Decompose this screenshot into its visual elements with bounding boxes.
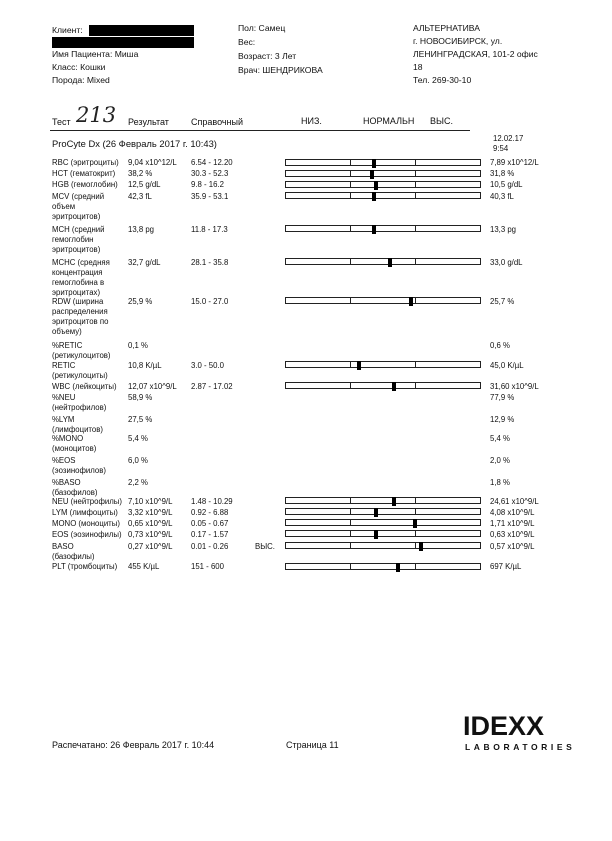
range-high-divider [415, 564, 416, 569]
test-name: (базофилов) [52, 488, 98, 497]
reference-range: 15.0 - 27.0 [191, 297, 229, 306]
prev-date: 12.02.17 [493, 134, 524, 143]
previous-value: 77,9 % [490, 393, 515, 402]
range-high-divider [415, 193, 416, 198]
test-name: NEU (нейтрофилы) [52, 497, 122, 506]
test-name: гемоглобина в [52, 278, 105, 287]
range-low-divider [350, 498, 351, 503]
reference-range: 35.9 - 53.1 [191, 192, 229, 201]
range-high-divider [415, 182, 416, 187]
test-name: (нейтрофилов) [52, 403, 107, 412]
range-bar [285, 519, 481, 526]
range-high-divider [415, 383, 416, 388]
test-name: %EOS [52, 456, 76, 465]
range-high-divider [415, 362, 416, 367]
test-name: гемоглобин [52, 235, 94, 244]
test-name: RETIC [52, 361, 76, 370]
test-name: %LYM [52, 415, 75, 424]
test-name: (ретикулоцитов) [52, 351, 111, 360]
result-marker [374, 530, 378, 539]
doctor-name: Врач: ШЕНДРИКОВА [238, 65, 323, 75]
test-name: концентрация [52, 268, 103, 277]
range-bar [285, 530, 481, 537]
reference-range: 28.1 - 35.8 [191, 258, 229, 267]
patient-weight: Вес: [238, 37, 256, 47]
patient-class: Класс: Кошки [52, 62, 106, 72]
reference-range: 1.48 - 10.29 [191, 497, 233, 506]
col-result: Результат [128, 117, 169, 127]
result-value: 5,4 % [128, 434, 148, 443]
test-name: HGB (гемоглобин) [52, 180, 118, 189]
range-bar [285, 297, 481, 304]
range-bar [285, 192, 481, 199]
reference-range: 0.05 - 0.67 [191, 519, 229, 528]
result-value: 0,73 x10^9/L [128, 530, 173, 539]
test-name: распределения [52, 307, 108, 316]
range-low-divider [350, 182, 351, 187]
patient-sex: Пол: Самец [238, 23, 286, 33]
reference-range: 11.8 - 17.3 [191, 225, 228, 234]
range-bar [285, 508, 481, 515]
result-value: 2,2 % [128, 478, 148, 487]
previous-value: 45,0 K/µL [490, 361, 524, 370]
range-bar [285, 258, 481, 265]
previous-value: 697 K/µL [490, 562, 522, 571]
result-marker [372, 159, 376, 168]
range-bar [285, 225, 481, 232]
handwritten-number: 213 [76, 103, 117, 127]
result-marker [370, 170, 374, 179]
col-low: НИЗ. [301, 116, 322, 126]
test-name: (моноцитов) [52, 444, 97, 453]
result-marker [388, 258, 392, 267]
result-marker [374, 181, 378, 190]
range-bar [285, 170, 481, 177]
previous-value: 33,0 g/dL [490, 258, 523, 267]
result-value: 10,8 K/µL [128, 361, 162, 370]
test-name: MCH (средний [52, 225, 105, 234]
range-bar [285, 181, 481, 188]
page-number: Страница 11 [286, 740, 339, 750]
reference-range: 3.0 - 50.0 [191, 361, 224, 370]
reference-range: 30.3 - 52.3 [191, 169, 229, 178]
range-low-divider [350, 171, 351, 176]
result-value: 38,2 % [128, 169, 153, 178]
previous-value: 12,9 % [490, 415, 515, 424]
test-name: объему) [52, 327, 82, 336]
result-marker [357, 361, 361, 370]
range-low-divider [350, 259, 351, 264]
result-value: 32,7 g/dL [128, 258, 161, 267]
result-value: 25,9 % [128, 297, 153, 306]
range-bar [285, 563, 481, 570]
previous-value: 13,3 pg [490, 225, 517, 234]
col-normal: НОРМАЛЬН [363, 116, 415, 126]
clinic-line-1: АЛЬТЕРНАТИВА [413, 23, 480, 33]
test-name: RDW (ширина [52, 297, 104, 306]
range-low-divider [350, 298, 351, 303]
test-name: эритроцитах) [52, 288, 101, 297]
range-low-divider [350, 362, 351, 367]
reference-range: 9.8 - 16.2 [191, 180, 224, 189]
test-name: эритроцитов) [52, 245, 101, 254]
previous-value: 0,6 % [490, 341, 510, 350]
range-low-divider [350, 543, 351, 548]
result-marker [392, 497, 396, 506]
previous-value: 5,4 % [490, 434, 510, 443]
range-bar [285, 497, 481, 504]
range-low-divider [350, 520, 351, 525]
col-high: ВЫС. [430, 116, 453, 126]
previous-value: 10,5 g/dL [490, 180, 523, 189]
range-high-divider [415, 160, 416, 165]
range-bar [285, 542, 481, 549]
section-title: ProCyte Dx (26 Февраль 2017 г. 10:43) [52, 138, 217, 149]
result-value: 12,07 x10^9/L [128, 382, 177, 391]
reference-range: 0.92 - 6.88 [191, 508, 229, 517]
result-value: 0,1 % [128, 341, 148, 350]
result-marker [419, 542, 423, 551]
previous-value: 31,8 % [490, 169, 515, 178]
range-low-divider [350, 383, 351, 388]
result-marker [372, 225, 376, 234]
reference-range: 6.54 - 12.20 [191, 158, 233, 167]
range-low-divider [350, 160, 351, 165]
result-value: 12,5 g/dL [128, 180, 161, 189]
test-name: BASO [52, 542, 74, 551]
col-reference: Справочный [191, 117, 244, 127]
clinic-line-4: 18 [413, 62, 423, 72]
redacted-client-line [52, 37, 194, 48]
reference-range: 0.01 - 0.26 [191, 542, 229, 551]
previous-value: 24,61 x10^9/L [490, 497, 539, 506]
patient-age: Возраст: 3 Лет [238, 51, 297, 61]
test-name: эритроцитов) [52, 212, 101, 221]
high-flag: ВЫС. [255, 542, 275, 551]
result-value: 13,8 pg [128, 225, 155, 234]
result-value: 58,9 % [128, 393, 153, 402]
test-name: (эозинофилов) [52, 466, 106, 475]
range-high-divider [415, 259, 416, 264]
test-name: MCV (средний [52, 192, 105, 201]
previous-value: 25,7 % [490, 297, 515, 306]
range-low-divider [350, 509, 351, 514]
previous-value: 4,08 x10^9/L [490, 508, 535, 517]
range-bar [285, 159, 481, 166]
client-label: Клиент: [52, 25, 83, 35]
clinic-phone: Тел. 269-30-10 [413, 75, 472, 85]
clinic-line-2: г. НОВОСИБИРСК, ул. [413, 36, 503, 46]
test-name: WBC (лейкоциты) [52, 382, 117, 391]
previous-value: 7,89 x10^12/L [490, 158, 539, 167]
idexx-logo-sub: LABORATORIES [465, 742, 576, 752]
range-high-divider [415, 171, 416, 176]
result-marker [413, 519, 417, 528]
result-marker [374, 508, 378, 517]
result-value: 0,65 x10^9/L [128, 519, 173, 528]
patient-breed: Порода: Mixed [52, 75, 110, 85]
test-name: MCHC (средняя [52, 258, 110, 267]
test-name: %NEU [52, 393, 76, 402]
test-name: (ретикулоциты) [52, 371, 108, 380]
previous-value: 40,3 fL [490, 192, 514, 201]
test-name: объем [52, 202, 76, 211]
reference-range: 0.17 - 1.57 [191, 530, 229, 539]
range-low-divider [350, 564, 351, 569]
test-name: %MONO [52, 434, 84, 443]
range-high-divider [415, 498, 416, 503]
range-low-divider [350, 226, 351, 231]
range-bar [285, 382, 481, 389]
test-name: LYM (лимфоциты) [52, 508, 118, 517]
header-rule [50, 130, 470, 131]
range-low-divider [350, 531, 351, 536]
result-value: 6,0 % [128, 456, 148, 465]
printed-date: Распечатано: 26 Февраль 2017 г. 10:44 [52, 740, 215, 750]
range-low-divider [350, 193, 351, 198]
reference-range: 2.87 - 17.02 [191, 382, 233, 391]
result-value: 0,27 x10^9/L [128, 542, 173, 551]
patient-name: Имя Пациента: Миша [52, 49, 139, 59]
result-marker [409, 297, 413, 306]
result-marker [392, 382, 396, 391]
clinic-line-3: ЛЕНИНГРАДСКАЯ, 101-2 офис [413, 49, 538, 59]
test-name: EOS (эозинофилы) [52, 530, 122, 539]
previous-value: 1,71 x10^9/L [490, 519, 535, 528]
test-name: эритроцитов по [52, 317, 109, 326]
range-bar [285, 361, 481, 368]
range-high-divider [415, 298, 416, 303]
test-name: MONO (моноциты) [52, 519, 120, 528]
previous-value: 0,57 x10^9/L [490, 542, 535, 551]
previous-value: 2,0 % [490, 456, 510, 465]
test-name: %BASO [52, 478, 81, 487]
test-name: PLT (тромбоциты) [52, 562, 118, 571]
range-high-divider [415, 226, 416, 231]
result-marker [396, 563, 400, 572]
test-name: %RETIC [52, 341, 83, 350]
test-name: RBC (эритроциты) [52, 158, 119, 167]
range-high-divider [415, 543, 416, 548]
test-name: HCT (гематокрит) [52, 169, 116, 178]
col-test: Тест [52, 117, 71, 127]
prev-time: 9:54 [493, 144, 509, 153]
redacted-client-name [89, 25, 194, 36]
range-high-divider [415, 509, 416, 514]
range-high-divider [415, 531, 416, 536]
result-value: 7,10 x10^9/L [128, 497, 173, 506]
previous-value: 1,8 % [490, 478, 510, 487]
test-name: (базофилы) [52, 552, 95, 561]
result-value: 42,3 fL [128, 192, 152, 201]
test-name: (лимфоцитов) [52, 425, 103, 434]
result-value: 27,5 % [128, 415, 153, 424]
previous-value: 0,63 x10^9/L [490, 530, 535, 539]
result-value: 3,32 x10^9/L [128, 508, 173, 517]
idexx-logo: IDEXX [463, 711, 545, 741]
previous-value: 31,60 x10^9/L [490, 382, 539, 391]
result-value: 9,04 x10^12/L [128, 158, 177, 167]
reference-range: 151 - 600 [191, 562, 224, 571]
result-value: 455 K/µL [128, 562, 160, 571]
result-marker [372, 192, 376, 201]
